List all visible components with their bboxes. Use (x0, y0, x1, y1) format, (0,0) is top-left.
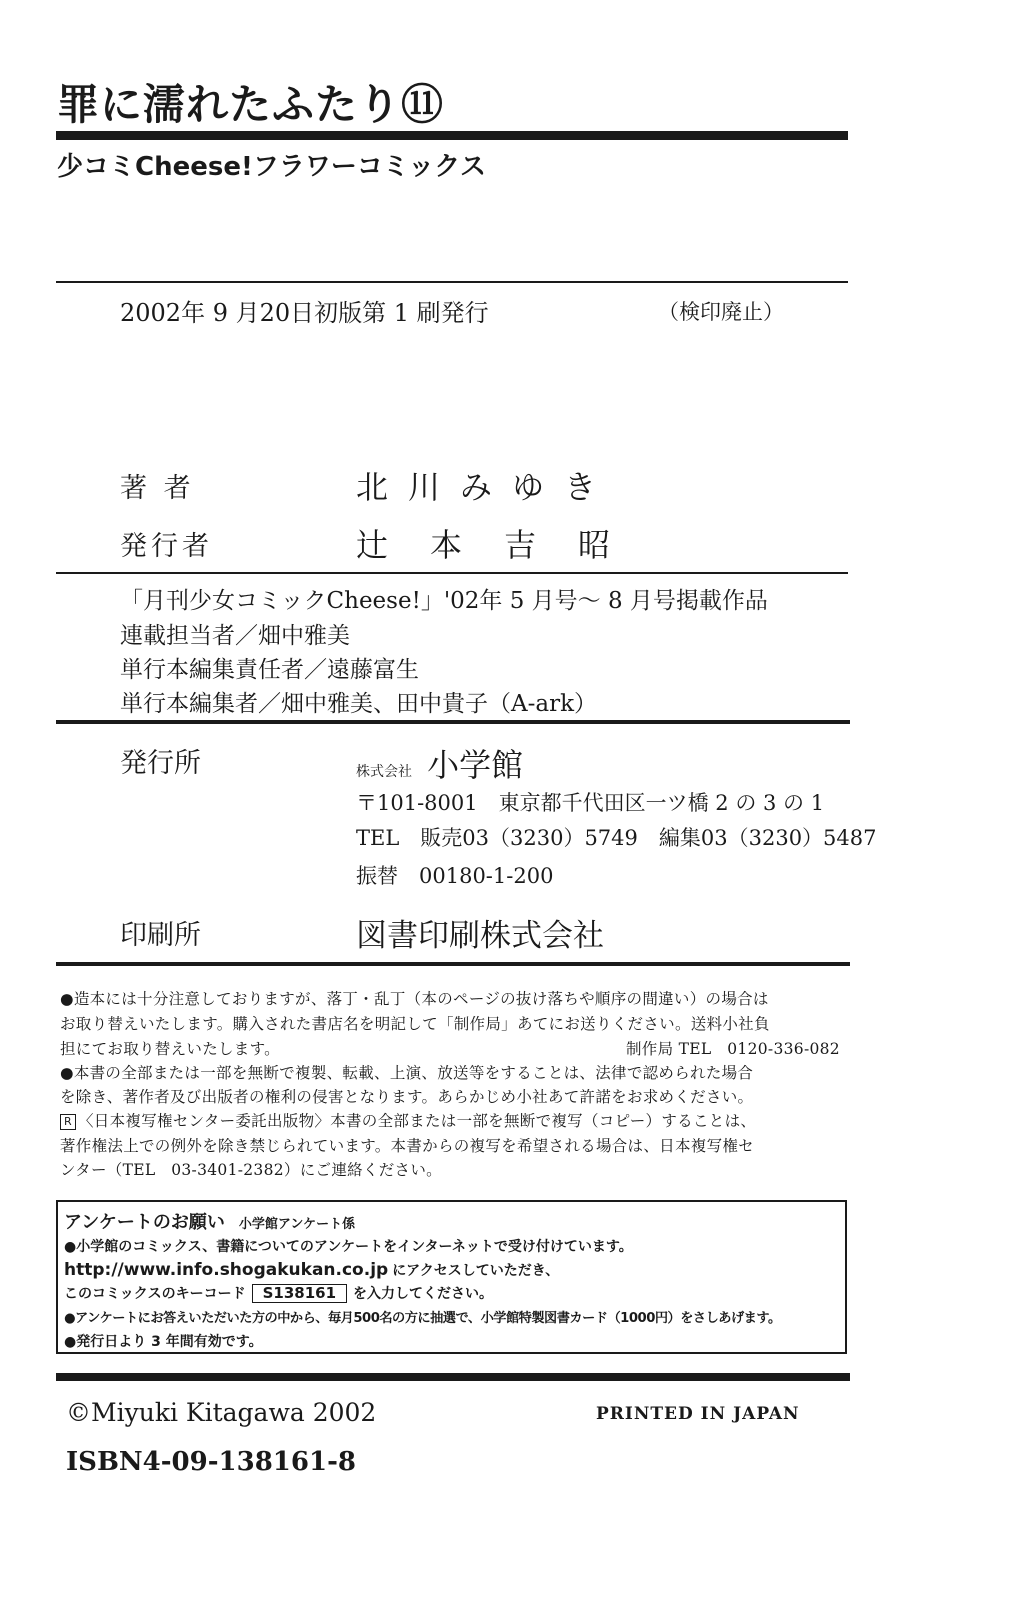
survey-line: ●小学館のコミックス、書籍についてのアンケートをインターネットで受け付けています。 (64, 1239, 633, 1255)
issuer-name: 辻本吉昭 (356, 526, 653, 564)
notice-line: ンター（TEL 03-3401-2382）にご連絡ください。 (60, 1161, 442, 1179)
survey-dept: 小学館アンケート係 (238, 1217, 356, 1232)
publisher-tel: TEL 販売03（3230）5749 編集03（3230）5487 (356, 826, 877, 850)
corp-prefix: 株式会社 (356, 764, 412, 780)
survey-line: ●発行日より 3 年間有効です。 (64, 1334, 263, 1350)
survey-url-suffix: にアクセスしていただき、 (392, 1263, 560, 1279)
imprint-label: 少コミCheese!フラワーコミックス (57, 152, 487, 182)
survey-url[interactable]: http://www.info.shogakukan.co.jp (64, 1260, 389, 1280)
survey-key-code: S138161 (252, 1284, 347, 1303)
author-name: 北川みゆき (356, 468, 617, 506)
notice-line: お取り替えいたします。購入された書店名を明記して「制作局」あてにお送りください。送料小社負 (60, 1015, 770, 1033)
publisher-transfer: 振替 00180-1-200 (356, 864, 554, 888)
survey-heading-row (64, 1208, 355, 1234)
isbn: ISBN4-09-138161-8 (66, 1447, 356, 1477)
volume-chief-editor: 単行本編集責任者／遠藤富生 (120, 657, 419, 683)
survey-code-prefix: このコミックスのキーコード (64, 1286, 246, 1302)
printer-label: 印刷所 (120, 920, 201, 951)
survey-line: ●アンケートにお答えいただいた方の中から、毎月500名の方に抽選で、小学館特製図書カード（1000円）をさしあげます。 (64, 1311, 781, 1326)
edition-top-rule (56, 281, 848, 283)
author-role: 著 者 (120, 473, 195, 504)
survey-url-row (64, 1260, 559, 1280)
title-divider (56, 131, 848, 140)
notice-line: 担にてお取り替えいたします。 (60, 1040, 280, 1058)
notice-line: ●造本には十分注意しておりますが、落丁・乱丁（本のページの抜け落ちや順序の間違い）の場合は (60, 990, 769, 1008)
volume-editors: 単行本編集者／畑中雅美、田中貴子（A-ark） (120, 691, 598, 717)
printer-name: 図書印刷株式会社 (356, 918, 604, 954)
issuer-role: 発行者 (120, 531, 213, 562)
printer-rule (56, 962, 850, 966)
survey-code-suffix: を入力してください。 (353, 1286, 494, 1302)
notice-line: を除き、著作者及び出版者の権利の侵害となります。あらかじめ小社あて許諾をお求めください。 (60, 1088, 754, 1106)
notice-line: ●本書の全部または一部を無断で複製、転載、上演、放送等をすることは、法律で認められた場合 (60, 1064, 754, 1082)
serialization-rule (56, 720, 850, 724)
printed-in-japan: PRINTED IN JAPAN (596, 1404, 800, 1424)
survey-code-row (64, 1283, 493, 1303)
book-title: 罪に濡れたふたり⑪ (57, 80, 445, 129)
notice-line: 著作権法上での例外を除き禁じられています。本書からの複写を希望される場合は、日本複写権セ (60, 1137, 754, 1155)
notice-line-jrrc (60, 1109, 756, 1131)
copyright: ©Miyuki Kitagawa 2002 (66, 1398, 377, 1427)
credits-rule (56, 572, 848, 574)
serialization-source: 「月刊少女コミックCheese!」'02年 5 月号～ 8 月号掲載作品 (120, 588, 768, 614)
edition-date: 2002年 9 月20日初版第 1 刷発行 (120, 299, 489, 327)
publisher-address: 〒101-8001 東京都千代田区一ツ橋 2 の 3 の 1 (356, 791, 825, 815)
jrrc-notice: 〈日本複写権センター委託出版物〉本書の全部または一部を無断で複写（コピー）することは、 (78, 1112, 757, 1130)
serial-editor: 連載担当者／畑中雅美 (120, 623, 350, 649)
publisher-name: 小学館 (427, 746, 524, 784)
production-tel: 制作局 TEL 0120-336-082 (626, 1040, 840, 1058)
jrrc-r-icon: R (60, 1114, 76, 1130)
publisher-label: 発行所 (120, 748, 201, 779)
seal-abolished-note: （検印廃止） (658, 300, 784, 324)
publisher-corp (356, 740, 523, 786)
footer-rule (56, 1373, 850, 1381)
survey-heading: アンケートのお願い (64, 1212, 225, 1233)
